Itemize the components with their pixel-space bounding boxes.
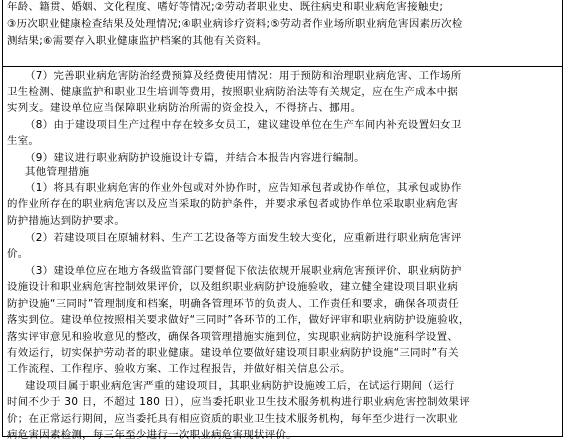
text-line: （8）由于建设项目生产过程中存在较多女员工，建议建设单位在生产车间内补充设置妇女卫	[25, 119, 462, 131]
text-line: 设施设计和职业病危害控制效果评价，以及组织职业病防护设施验收，建立健全建设项目职业病	[7, 281, 459, 293]
text-line: 测结果;⑥需要存入职业健康监护档案的其他有关资料。	[7, 35, 268, 47]
text-line: 卫生检测、健康监护和职业卫生培训等费用，按照职业病防治法等有关规定，应在生产成本中据	[7, 86, 459, 98]
text-line: 防护措施达到防护要求。	[7, 215, 126, 227]
text-line: 落实评审意见和验收意见的整改，确保各项管理措施实施到位，实现职业病防护设施科学设置、	[7, 331, 459, 343]
text-line: （1）将具有职业病危害的作业外包或对外协作时，应告知承包者或协作单位，其承包或协作	[25, 182, 462, 194]
text-line: 有效运行，切实保护劳动者的职业健康。建设单位要做好建设项目职业病防护设施“三同时”有关	[7, 347, 459, 359]
text-line: 建设项目属于职业病危害严重的建设项目，其职业病防护设施竣工后，在试运行期间（运行	[25, 380, 455, 392]
text-line: 工作流程、工作程序、验收方案、工作过程报告，并做好相关信息公示。	[7, 363, 351, 375]
text-line: （2）若建设项目在原辅材料、生产工艺设备等方面发生较大变化，应重新进行职业病危害评	[25, 232, 462, 244]
text-line: 时间不少于 30 日，不超过 180 日），应当委托职业卫生技术服务机构进行职业病危害控制效果评	[7, 396, 471, 408]
row-divider	[3, 66, 562, 67]
text-line: 防护设施“三同时”管理制度和档案，明确各管理环节的负责人、工作责任和要求，确保各项责任	[7, 298, 459, 310]
text-line: 的作业所存在的职业病危害以及应当采取的防护条件，并要求承包者或协作单位采取职业病危害	[7, 198, 459, 210]
text-line: （7）完善职业病危害防治经费预算及经费使用情况：用于预防和治理职业病危害、工作场所	[25, 70, 462, 82]
text-line: 价。	[7, 248, 29, 260]
text-line: （9）建议进行职业病防护设施设计专篇，并结合本报告内容进行编制。	[25, 152, 365, 164]
text-line: 年龄、籍贯、婚姻、文化程度、嗜好等情况;②劳动者职业史、既往病史和职业病危害接触史;	[7, 1, 444, 13]
text-line: 落实到位。建设单位按照相关要求做好“三同时”各环节的工作，做好评审和职业病防护设施验收，	[7, 314, 470, 326]
text-line: 病危害因素检测，每三年至少进行一次职业病危害现状评价。	[7, 429, 297, 441]
text-line: 实列支。建设单位应当保障职业病防治所需的资金投入，不得挤占、挪用。	[7, 102, 362, 114]
section-heading: 其他管理措施	[25, 166, 90, 178]
text-line: ③历次职业健康检查结果及处理情况;④职业病诊疗资料;⑤劳动者作业场所职业病危害因素历次检	[7, 18, 463, 30]
text-line: 生室。	[7, 135, 40, 147]
text-line: （3）建设单位应在地方各级监管部门要督促下依法依规开展职业病危害预评价、职业病防护	[25, 265, 462, 277]
text-line: 价；在正常运行期间，应当委托具有相应资质的职业卫生技术服务机构，每年至少进行一次职业	[7, 413, 459, 425]
